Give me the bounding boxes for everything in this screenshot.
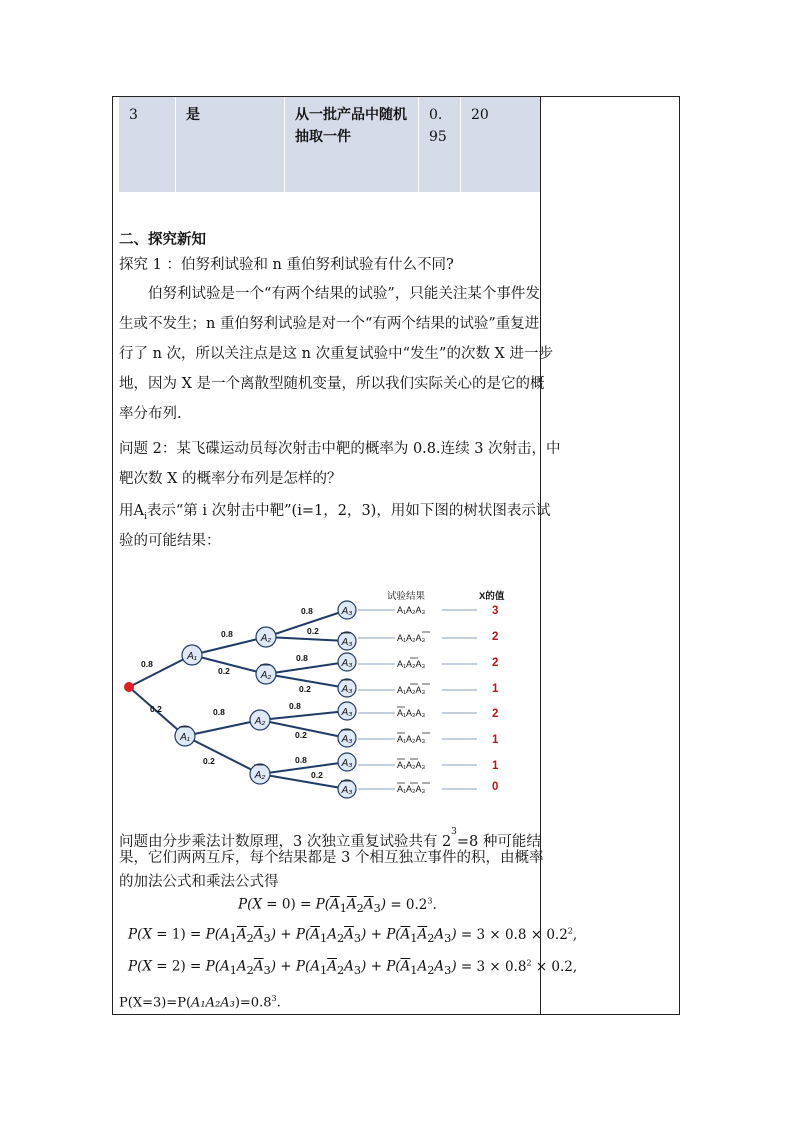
svg-text:A₃: A₃ [341,785,353,796]
svg-text:A₁A₂A₃: A₁A₂A₃ [397,659,426,669]
after-tree-line: 果，它们两两互斥，每个结果都是 3 个相互独立事件的积，由概率 [119,850,544,866]
use-line-2: 验的可能结果： [119,533,221,549]
svg-text:A₁A₂A₃: A₁A₂A₃ [397,708,426,718]
formula-x2: $P(X = 2) = P(A_1A_2\overline{A}_3) + P(A_1\overline{A}_2A_3) + P(\overline{A}_1A_2A_3) = 3 \times 0.8^2 \times 0.2$, [128,958,578,978]
prob-label: 0.2 [150,704,162,714]
svg-text:A₂: A₂ [254,770,266,781]
use-rest: 表示“第 i 次射击中靶”(i=1，2，3)，用如下图的树状图表示试 [146,503,551,519]
x-value: 1 [492,760,499,772]
prob-label: 0.8 [221,629,233,639]
cell-count: 20 [471,107,489,123]
x-value: 2 [492,657,499,669]
prob-label: 0.8 [295,755,307,765]
table-row [119,97,540,192]
cell-no: 3 [119,97,176,192]
explore-1: 探究 1 ：伯努利试验和 n 重伯努利试验有什么不同? [119,257,454,273]
prob-label: 0.2 [203,756,215,766]
use-line [119,500,550,528]
x-value: 3 [492,605,499,617]
header-x: X的值 [479,591,505,602]
px3-end: . [276,995,281,1011]
svg-text:A₁A₂A₃: A₁A₂A₃ [397,760,426,770]
prob-label: 0.8 [141,659,153,669]
after-tree-line: 的加法公式和乘法公式得 [119,874,279,890]
svg-text:A₃: A₃ [341,637,353,648]
para1-line: 地，因为 X 是一个离散型随机变量，所以我们实际关心的是它的概 [119,376,545,392]
use-a: A [133,503,144,519]
cell-is-bernoulli: 是 [176,97,285,192]
x-value: 1 [492,734,499,746]
px3-mid: A₁A₂A₃ [191,995,235,1011]
x-value: 2 [492,708,499,720]
cell-experiment: 从一批产品中随机抽取一件 [285,97,419,192]
x-value: 0 [492,781,499,793]
svg-text:A₁: A₁ [187,651,197,662]
formula-x0: $P(X = 0) = P(\overline{A}_1\overline{A}_2\overline{A}_3) = 0.2^3$. [238,896,437,916]
x-value: 2 [492,631,499,643]
prob-label: 0.8 [289,701,301,711]
column-divider [540,96,541,1015]
use-prefix: 用 [119,503,134,519]
svg-text:A₃: A₃ [341,758,353,769]
section-title: 二、探究新知 [119,231,206,248]
after-tree-post: =8 种可能结 [456,834,541,850]
q2-line: 靶次数 X 的概率分布列是怎样的？ [119,471,342,487]
after-tree-exp: 3 [451,827,457,837]
svg-text:A₁A₂A₃: A₁A₂A₃ [397,734,426,744]
svg-text:A₁A₂A₃: A₁A₂A₃ [397,605,426,615]
px3-suffix: )=0.8 [234,995,272,1011]
para1-line: 生或不发生；n 重伯努利试验是对一个“有两个结果的试验”重复进 [119,316,540,332]
cell-prob: 0.95 [419,97,461,192]
q2-line: 问题 2：某飞碟运动员每次射击中靶的概率为 0.8.连续 3 次射击，中 [119,441,561,457]
svg-text:A₃: A₃ [341,707,353,718]
svg-text:A₂: A₂ [254,716,266,727]
prob-label: 0.2 [299,684,311,694]
svg-text:A₁: A₁ [180,732,190,743]
para1-line: 伯努利试验是一个“有两个结果的试验”，只能关注某个事件发 [148,286,540,302]
para1-line: 率分布列. [119,406,182,422]
px3-prefix: P(X=3)=P( [119,995,192,1011]
svg-text:A₃: A₃ [341,658,353,669]
svg-text:A₃: A₃ [341,734,353,745]
prob-label: 0.2 [311,770,323,780]
prob-label: 0.2 [307,626,319,636]
svg-text:A₃: A₃ [341,606,353,617]
prob-label: 0.8 [213,707,225,717]
svg-text:A₁A₂A₃: A₁A₂A₃ [397,685,426,695]
tree-diagram [115,580,535,805]
svg-text:A₂: A₂ [260,670,272,681]
para1-line: 行了 n 次，所以关注点是这 n 次重复试验中“发生”的次数 X 进一步 [119,346,553,362]
prob-label: 0.8 [296,653,308,663]
prob-label: 0.2 [295,730,307,740]
svg-text:A₃: A₃ [341,684,353,695]
formula-x1: $P(X = 1) = P(A_1\overline{A}_2\overline{A}_3) + P(\overline{A}_1A_2\overline{A}_3) + P(\overline{A}_1\overline{A}_2A_3) = 3 \times 0.8 \times 0.2^2$, [128,926,578,946]
svg-text:A₂: A₂ [260,633,272,644]
root-node [124,682,134,692]
prob-label: 0.2 [218,666,230,676]
x-value: 1 [492,683,499,695]
svg-text:A₁A₂A₃: A₁A₂A₃ [397,784,426,794]
svg-text:A₁A₂A₃: A₁A₂A₃ [397,633,426,643]
prob-label: 0.8 [301,606,313,616]
header-result: 试验结果 [387,591,426,602]
px3-exp: 3 [271,994,277,1003]
formula-x3 [119,988,281,1014]
after-tree-pre: 问题由分步乘法计数原理，3 次独立重复试验共有 2 [119,834,452,850]
use-sub: i [143,511,147,522]
